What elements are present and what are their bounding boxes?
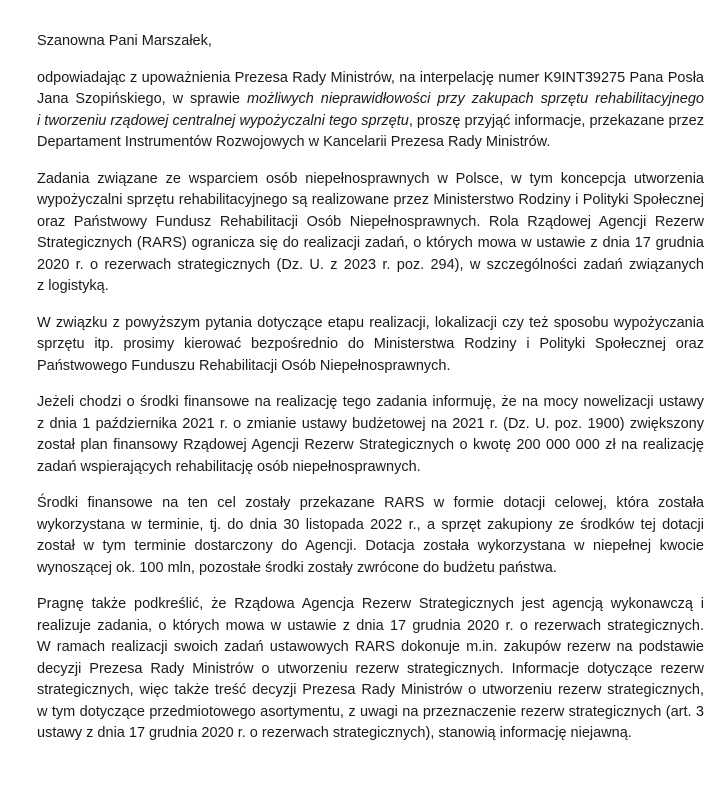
- text-run: Jeżeli chodzi o środki finansowe na realizację tego zadania informuję, że na mocy nowelizacji ustawy z dnia 1 października 2021 r. o zmianie ustawy budżetowej na 2021 r. (Dz. U. poz. 1900) zwiększony został plan finansowy Rządowej Agencji Rezerw Strategicznych o kwotę 200 000 000 zł na realizację zadań wspierających rehabilitację osób niepełnosprawnych.: [37, 394, 709, 475]
- paragraph: [37, 68, 709, 154]
- text-run: , proszę przyjąć informacje, przekazane przez Departament Instrumentów Rozwojowych w Kancelarii Prezesa Rady Ministrów.: [37, 112, 709, 150]
- text-run: W związku z powyższym pytania dotyczące etapu realizacji, lokalizacji czy też sposobu wypożyczania sprzętu itp. prosimy kierować bezpośrednio do Ministerstwa Rodziny i Polityki Społecznej oraz Państwowego Funduszu Rehabilitacji Osób Niepełnosprawnych.: [37, 314, 709, 374]
- paragraph: [37, 594, 709, 745]
- paragraph: [37, 169, 709, 298]
- letter-body: [37, 68, 709, 745]
- paragraph: [37, 313, 709, 378]
- paragraph: [37, 392, 709, 478]
- text-run: Środki finansowe na ten cel zostały przekazane RARS w formie dotacji celowej, która została wykorzystana w terminie, tj. do dnia 30 listopada 2022 r., a sprzęt zakupiony ze środków tej dotacji został w tym terminie dostarczony do Agencji. Dotacja została wykorzystana w niepełnej kwocie wynoszącej ok. 100 mln, pozostałe środki zostały zwrócone do budżetu państwa.: [37, 495, 709, 576]
- italic-text-run: możliwych nieprawidłowości przy zakupach sprzętu rehabilitacyjnego i tworzeniu rządowej centralnej wypożyczalni tego sprzętu: [37, 91, 709, 129]
- paragraph: [37, 493, 709, 579]
- text-run: Zadania związane ze wsparciem osób niepełnosprawnych w Polsce, w tym koncepcja utworzenia wypożyczalni sprzętu rehabilitacyjnego są realizowane przez Ministerstwo Rodziny i Polityki Społecznej oraz Państwowy Fundusz Rehabilitacji Osób Niepełnosprawnych. Rola Rządowej Agencji Rezerw Strategicznych (RARS) ogranicza się do realizacji zadań, o których mowa w ustawie z dnia 17 grudnia 2020 r. o rezerwach strategicznych (Dz. U. z 2023 r. poz. 294), w szczególności zadań związanych z logistyką.: [37, 170, 709, 294]
- text-run: odpowiadając z upoważnienia Prezesa Rady Ministrów, na interpelację numer K9INT39275 Pana Posła Jana Szopińskiego, w sprawie: [37, 69, 709, 107]
- text-run: Pragnę także podkreślić, że Rządowa Agencja Rezerw Strategicznych jest agencją wykonawczą i realizuje zadania, o których mowa w ustawie z dnia 17 grudnia 2020 r. o rezerwach strategicznych. W ramach realizacji swoich zadań ustawowych RARS dokonuje m.in. zakupów rezerw na podstawie decyzji Prezesa Rady Ministrów o utworzeniu rezerw strategicznych. Informacje dotyczące rezerw strategicznych, więc także treść decyzji Prezesa Rady Ministrów o utworzeniu rezerw strategicznych, w tym dotyczące przedmiotowego asortymentu, z uwagi na przeznaczenie rezerw strategicznych (art. 3 ustawy z dnia 17 grudnia 2020 r. o rezerwach strategicznych), stanowią informację niejawną.: [37, 596, 709, 741]
- salutation: Szanowna Pani Marszałek,: [37, 33, 212, 49]
